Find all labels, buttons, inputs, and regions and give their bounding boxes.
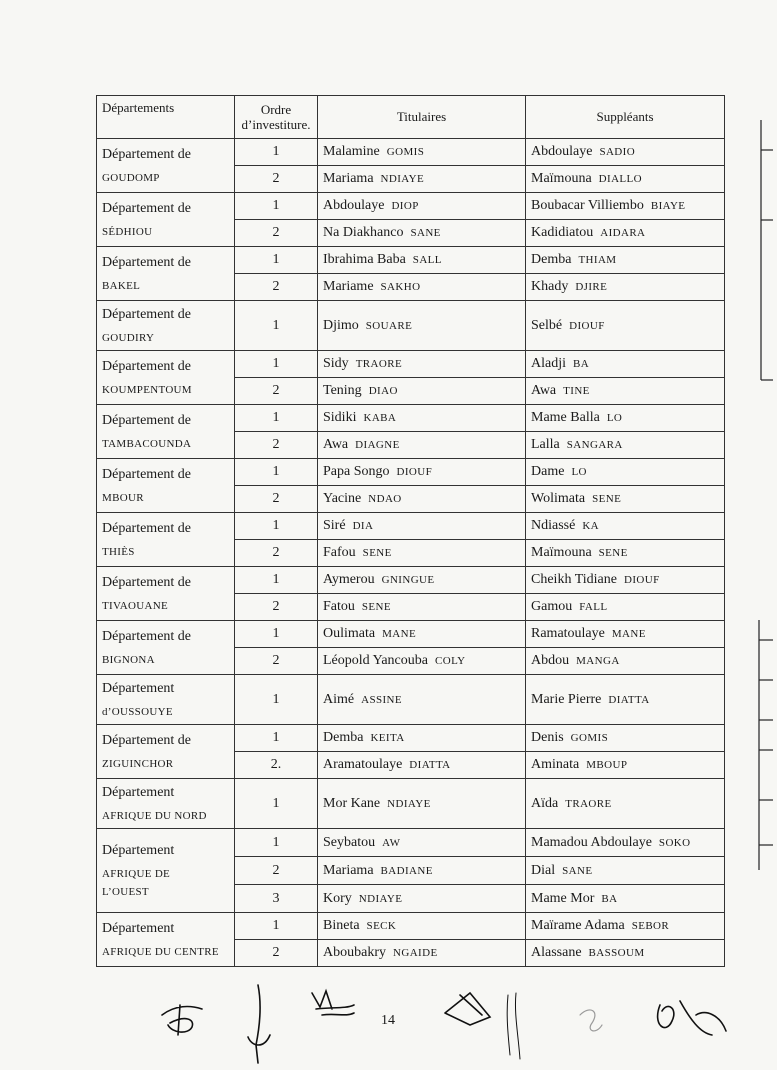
titulaire-cell [318, 857, 526, 885]
titulaire-first-name: Tening [323, 383, 362, 398]
department-cell [97, 621, 235, 675]
candidates-table [96, 95, 725, 967]
titulaire-first-name: Aboubakry [323, 945, 386, 960]
suppleant-first-name: Mame Mor [531, 890, 595, 906]
titulaire-last-name: DIAGNE [355, 439, 400, 451]
ordre-cell: 1 [235, 567, 318, 594]
ordre-cell: 2 [235, 378, 318, 405]
titulaire-first-name: Abdoulaye [323, 198, 385, 213]
suppleant-last-name: MBOUP [586, 759, 628, 771]
department-cell [97, 725, 235, 779]
titulaire-first-name: Léopold Yancouba [323, 653, 428, 668]
titulaire-cell [318, 913, 526, 940]
titulaire-first-name: Mariama [323, 862, 374, 878]
suppleant-cell [526, 351, 725, 378]
suppleant-first-name: Marie Pierre [531, 691, 602, 707]
ordre-cell: 1 [235, 913, 318, 940]
ordre-cell: 2 [235, 220, 318, 247]
page-number: 14 [381, 1013, 395, 1028]
titulaire-last-name: SANE [410, 227, 441, 239]
titulaire-first-name: Mariame [323, 279, 374, 294]
titulaire-last-name: NDIAYE [387, 797, 431, 810]
department-name: AFRIQUE DE [102, 867, 171, 880]
suppleant-cell [526, 725, 725, 752]
titulaire-cell [318, 779, 526, 829]
header-ordre-line1: Ordre [260, 102, 292, 117]
department-cell [97, 567, 235, 621]
table-row [97, 301, 725, 351]
suppleant-first-name: Aladji [531, 356, 566, 371]
suppleant-first-name: Aïda [531, 795, 559, 811]
suppleant-cell [526, 940, 725, 967]
table-row [97, 139, 725, 166]
ordre-cell: 1 [235, 405, 318, 432]
suppleant-cell [526, 913, 725, 940]
ordre-cell: 2 [235, 648, 318, 675]
department-cell [97, 779, 235, 829]
suppleant-cell [526, 567, 725, 594]
titulaire-last-name: SENE [362, 547, 392, 559]
titulaire-first-name: Aymerou [323, 572, 375, 587]
department-label: Département de [102, 466, 192, 482]
department-name: BIGNONA [102, 653, 155, 666]
suppleant-last-name: DIOUF [623, 574, 660, 586]
suppleant-first-name: Ramatoulaye [531, 626, 605, 641]
department-cell [97, 513, 235, 567]
suppleant-last-name: TRAORE [565, 797, 612, 810]
titulaire-first-name: Kory [323, 890, 352, 906]
titulaire-last-name: NDIAYE [380, 173, 425, 185]
titulaire-first-name: Ibrahima Baba [323, 252, 406, 267]
titulaire-first-name: Yacine [323, 491, 362, 506]
suppleant-last-name: MANE [611, 628, 646, 640]
department-name: d’OUSSOUYE [102, 705, 173, 718]
titulaire-first-name: Bineta [323, 918, 360, 933]
titulaire-last-name: SENE [361, 601, 391, 613]
suppleant-last-name: DIATTA [608, 693, 650, 706]
titulaire-cell [318, 829, 526, 857]
suppleant-last-name: MANGA [576, 655, 620, 667]
ordre-cell: 1 [235, 301, 318, 351]
table-row [97, 725, 725, 752]
titulaire-last-name: COLY [435, 655, 466, 667]
department-label: Département [102, 680, 175, 696]
ordre-cell: 2 [235, 432, 318, 459]
suppleant-last-name: BA [601, 892, 618, 905]
department-label: Département [102, 920, 175, 936]
titulaire-first-name: Siré [323, 518, 346, 533]
titulaire-first-name: Sidy [323, 356, 349, 371]
suppleant-cell [526, 540, 725, 567]
titulaire-first-name: Aimé [323, 691, 355, 707]
department-name: L’OUEST [102, 885, 149, 898]
titulaire-cell [318, 193, 526, 220]
department-label: Département [102, 784, 175, 800]
department-cell [97, 139, 235, 193]
titulaire-last-name: ASSINE [361, 693, 403, 706]
titulaire-cell [318, 247, 526, 274]
department-name: TIVAOUANE [102, 599, 169, 612]
titulaire-cell [318, 351, 526, 378]
suppleant-cell [526, 274, 725, 301]
department-label: Département de [102, 200, 192, 216]
table-row [97, 351, 725, 378]
department-name: MBOUR [102, 491, 144, 504]
suppleant-first-name: Demba [531, 252, 572, 267]
suppleant-cell [526, 220, 725, 247]
suppleant-cell [526, 459, 725, 486]
suppleant-last-name: SENE [592, 493, 622, 505]
department-label: Département de [102, 254, 192, 270]
titulaire-first-name: Demba [323, 730, 364, 745]
table-body [97, 139, 725, 967]
titulaire-first-name: Seybatou [323, 834, 376, 850]
suppleant-first-name: Ndiassé [531, 518, 576, 533]
suppleant-last-name: SADIO [599, 146, 636, 158]
ordre-cell: 2 [235, 857, 318, 885]
suppleant-last-name: BASSOUM [588, 947, 645, 959]
suppleant-first-name: Awa [531, 383, 557, 398]
suppleant-cell [526, 301, 725, 351]
suppleant-cell [526, 247, 725, 274]
titulaire-cell [318, 940, 526, 967]
titulaire-cell [318, 752, 526, 779]
scan-edge-marks [753, 110, 777, 870]
table-row [97, 621, 725, 648]
suppleant-cell [526, 621, 725, 648]
ordre-cell: 2 [235, 594, 318, 621]
ordre-cell: 1 [235, 247, 318, 274]
department-cell [97, 829, 235, 913]
titulaire-last-name: SAKHO [380, 281, 421, 293]
titulaire-first-name: Awa [323, 437, 349, 452]
titulaire-last-name: AW [382, 836, 401, 849]
department-cell [97, 913, 235, 967]
department-cell [97, 405, 235, 459]
ordre-cell: 2 [235, 274, 318, 301]
department-name: AFRIQUE DU CENTRE [102, 945, 219, 958]
titulaire-first-name: Aramatoulaye [323, 757, 403, 772]
titulaire-cell [318, 725, 526, 752]
department-label: Département de [102, 732, 192, 748]
titulaire-cell [318, 594, 526, 621]
department-name: TAMBACOUNDA [102, 437, 192, 450]
suppleant-first-name: Mame Balla [531, 410, 600, 425]
suppleant-cell [526, 486, 725, 513]
suppleant-first-name: Boubacar Villiembo [531, 198, 644, 213]
titulaire-cell [318, 675, 526, 725]
suppleant-last-name: SANE [562, 864, 593, 877]
suppleant-cell [526, 432, 725, 459]
table-row [97, 829, 725, 857]
ordre-cell: 3 [235, 885, 318, 913]
header-suppleants: Suppléants [526, 96, 725, 139]
titulaire-cell [318, 567, 526, 594]
suppleant-first-name: Gamou [531, 599, 573, 614]
suppleant-first-name: Wolimata [531, 491, 586, 506]
suppleant-last-name: TINE [563, 385, 590, 397]
titulaire-cell [318, 301, 526, 351]
suppleant-cell [526, 648, 725, 675]
ordre-cell: 1 [235, 829, 318, 857]
suppleant-first-name: Maïrame Adama [531, 918, 625, 933]
suppleant-last-name: DIOUF [569, 319, 605, 332]
suppleant-first-name: Abdou [531, 653, 570, 668]
suppleant-first-name: Maïmouna [531, 171, 592, 186]
suppleant-first-name: Selbé [531, 317, 563, 333]
header-ordre [235, 96, 318, 139]
titulaire-first-name: Oulimata [323, 626, 376, 641]
titulaire-first-name: Djimo [323, 317, 359, 333]
suppleant-last-name: GOMIS [570, 732, 609, 744]
titulaire-cell [318, 486, 526, 513]
ordre-cell: 1 [235, 193, 318, 220]
department-label: Département de [102, 306, 192, 322]
suppleant-last-name: DJIRE [575, 281, 608, 293]
titulaire-last-name: GNINGUE [381, 574, 435, 586]
department-cell [97, 351, 235, 405]
titulaire-first-name: Fatou [323, 599, 355, 614]
header-departements: Départements [97, 96, 235, 139]
titulaire-last-name: DIA [352, 520, 374, 532]
ordre-cell: 2 [235, 166, 318, 193]
titulaire-last-name: KABA [363, 412, 397, 424]
suppleant-first-name: Dial [531, 862, 556, 878]
table-row [97, 675, 725, 725]
table-row [97, 513, 725, 540]
table-row [97, 193, 725, 220]
suppleant-first-name: Khady [531, 279, 569, 294]
titulaire-last-name: NDAO [368, 493, 402, 505]
department-name: ZIGUINCHOR [102, 757, 174, 770]
titulaire-last-name: DIAO [368, 385, 398, 397]
titulaire-cell [318, 220, 526, 247]
titulaire-last-name: GOMIS [386, 146, 425, 158]
titulaire-cell [318, 378, 526, 405]
titulaire-first-name: Papa Songo [323, 464, 390, 479]
department-name: GOUDOMP [102, 171, 160, 184]
department-label: Département de [102, 146, 192, 162]
suppleant-last-name: LO [571, 466, 587, 478]
suppleant-cell [526, 885, 725, 913]
suppleant-first-name: Abdoulaye [531, 144, 593, 159]
suppleant-cell [526, 405, 725, 432]
suppleant-first-name: Alassane [531, 945, 582, 960]
titulaire-last-name: DIOUF [396, 466, 433, 478]
suppleant-first-name: Mamadou Abdoulaye [531, 834, 652, 850]
suppleant-last-name: FALL [579, 601, 608, 613]
department-name: BAKEL [102, 279, 141, 292]
handwritten-signatures [140, 975, 740, 1065]
titulaire-last-name: BADIANE [380, 864, 433, 877]
table-row [97, 779, 725, 829]
suppleant-last-name: KA [582, 520, 600, 532]
titulaire-last-name: SECK [366, 920, 397, 932]
titulaire-first-name: Na Diakhanco [323, 225, 404, 240]
titulaire-last-name: NDIAYE [358, 892, 403, 905]
suppleant-cell [526, 139, 725, 166]
suppleant-cell [526, 857, 725, 885]
titulaire-last-name: KEITA [370, 732, 405, 744]
ordre-cell: 1 [235, 513, 318, 540]
titulaire-last-name: NGAIDE [393, 947, 438, 959]
titulaire-first-name: Sidiki [323, 410, 357, 425]
suppleant-cell [526, 594, 725, 621]
ordre-cell: 1 [235, 139, 318, 166]
titulaire-cell [318, 513, 526, 540]
suppleant-last-name: SOKO [658, 836, 691, 849]
titulaire-cell [318, 885, 526, 913]
suppleant-cell [526, 675, 725, 725]
suppleant-last-name: BIAYE [650, 200, 686, 212]
table-row [97, 567, 725, 594]
table-row [97, 405, 725, 432]
ordre-cell: 1 [235, 675, 318, 725]
department-label: Département [102, 842, 175, 858]
suppleant-last-name: SANGARA [566, 439, 623, 451]
department-name: THIÈS [102, 545, 135, 558]
ordre-cell: 2 [235, 940, 318, 967]
titulaire-first-name: Fafou [323, 545, 356, 560]
table-row [97, 913, 725, 940]
ordre-cell: 1 [235, 621, 318, 648]
department-name: GOUDIRY [102, 331, 155, 344]
titulaire-last-name: DIATTA [409, 759, 451, 771]
department-label: Département de [102, 520, 192, 536]
suppleant-last-name: AIDARA [600, 227, 646, 239]
department-cell [97, 301, 235, 351]
titulaire-cell [318, 459, 526, 486]
suppleant-first-name: Cheikh Tidiane [531, 572, 617, 587]
department-label: Département de [102, 574, 192, 590]
titulaire-last-name: TRAORE [355, 358, 403, 370]
suppleant-first-name: Denis [531, 730, 564, 745]
titulaire-last-name: SOUARE [365, 319, 413, 332]
ordre-cell: 1 [235, 725, 318, 752]
titulaire-last-name: SALL [412, 254, 442, 266]
suppleant-first-name: Lalla [531, 437, 560, 452]
table-header-row [97, 96, 725, 139]
suppleant-last-name: THIAM [578, 254, 617, 266]
titulaire-cell [318, 540, 526, 567]
suppleant-cell [526, 166, 725, 193]
table-row [97, 247, 725, 274]
ordre-cell: 1 [235, 779, 318, 829]
titulaire-cell [318, 405, 526, 432]
header-ordre-line2: d’investiture. [241, 117, 311, 132]
suppleant-last-name: SENE [598, 547, 628, 559]
department-name: AFRIQUE DU NORD [102, 809, 207, 822]
titulaire-cell [318, 621, 526, 648]
titulaire-first-name: Mor Kane [323, 795, 381, 811]
suppleant-cell [526, 752, 725, 779]
suppleant-first-name: Maïmouna [531, 545, 592, 560]
titulaire-first-name: Mariama [323, 171, 374, 186]
department-label: Département de [102, 412, 192, 428]
titulaire-cell [318, 274, 526, 301]
ordre-cell: 2 [235, 540, 318, 567]
suppleant-last-name: BA [573, 358, 590, 370]
department-cell [97, 459, 235, 513]
suppleant-last-name: DIALLO [598, 173, 642, 185]
suppleant-first-name: Kadidiatou [531, 225, 594, 240]
titulaire-last-name: MANE [382, 628, 417, 640]
suppleant-last-name: SEBOR [631, 920, 670, 932]
department-label: Département de [102, 628, 192, 644]
suppleant-cell [526, 513, 725, 540]
titulaire-cell [318, 139, 526, 166]
suppleant-cell [526, 829, 725, 857]
ordre-cell: 2 [235, 486, 318, 513]
suppleant-first-name: Dame [531, 464, 565, 479]
suppleant-last-name: LO [606, 412, 623, 424]
suppleant-cell [526, 193, 725, 220]
suppleant-first-name: Aminata [531, 757, 580, 772]
header-titulaires: Titulaires [318, 96, 526, 139]
titulaire-cell [318, 166, 526, 193]
ordre-cell: 1 [235, 459, 318, 486]
department-name: KOUMPENTOUM [102, 383, 192, 396]
ordre-cell: 2. [235, 752, 318, 779]
department-label: Département de [102, 358, 192, 374]
department-name: SÉDHIOU [102, 225, 153, 238]
department-cell [97, 675, 235, 725]
ordre-cell: 1 [235, 351, 318, 378]
titulaire-last-name: DIOP [391, 200, 419, 212]
department-cell [97, 193, 235, 247]
titulaire-cell [318, 648, 526, 675]
titulaire-first-name: Malamine [323, 144, 380, 159]
suppleant-cell [526, 378, 725, 405]
department-cell [97, 247, 235, 301]
suppleant-cell [526, 779, 725, 829]
titulaire-cell [318, 432, 526, 459]
table-row [97, 459, 725, 486]
